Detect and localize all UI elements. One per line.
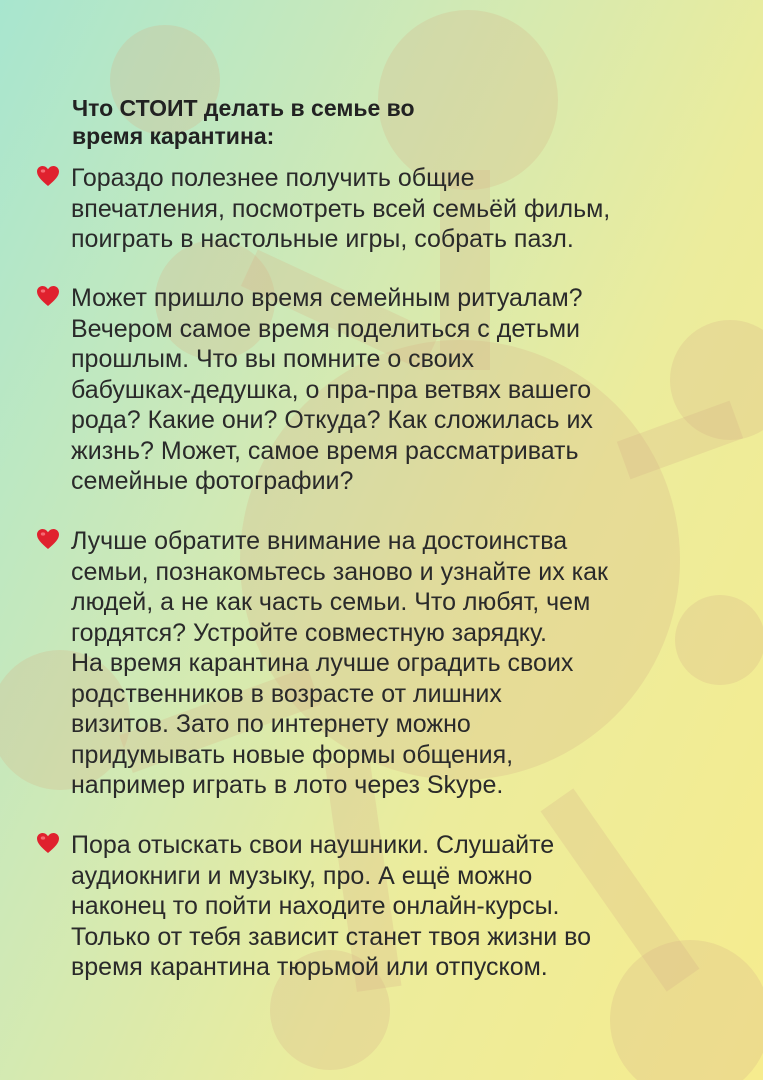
heart-icon	[36, 528, 60, 550]
list-item-text: Пора отыскать свои наушники. Слушайте аудиокниги и музыку, про. А ещё можно наконец то пойти находите онлайн-курсы. Только от тебя зависит станет твоя жизни во время карантина тюрьмой или отпуском.	[71, 831, 592, 981]
list-item-text: Может пришло время семейным ритуалам? Вечером самое время поделиться с детьми прошлым. Что вы помните о своих бабушках-дедушка, о пра-пра ветвях вашего рода? Какие они? Откуда? Как сложилась их жизнь? Может, самое время рассматривать семейные фотографии?	[71, 284, 593, 495]
list-item-text: Гораздо полезнее получить общие впечатления, посмотреть всей семьёй фильм, поиграть в настольные игры, собрать пазл.	[71, 164, 611, 253]
page-title: Что СТОИТ делать в семье во время карантина:	[72, 95, 415, 149]
heart-icon	[36, 285, 60, 307]
heart-icon	[36, 832, 60, 854]
heart-icon	[36, 165, 60, 187]
list-item-text: Лучше обратите внимание на достоинства семьи, познакомьтесь заново и узнайте их как людей, а не как часть семьи. Что любят, чем гордятся? Устройте совместную зарядку. На время карантина лучше оградить своих родственников в возрасте от лишних визитов. Зато по интернету можно придумывать новые формы общения, например играть в лото через Skype.	[71, 527, 608, 799]
